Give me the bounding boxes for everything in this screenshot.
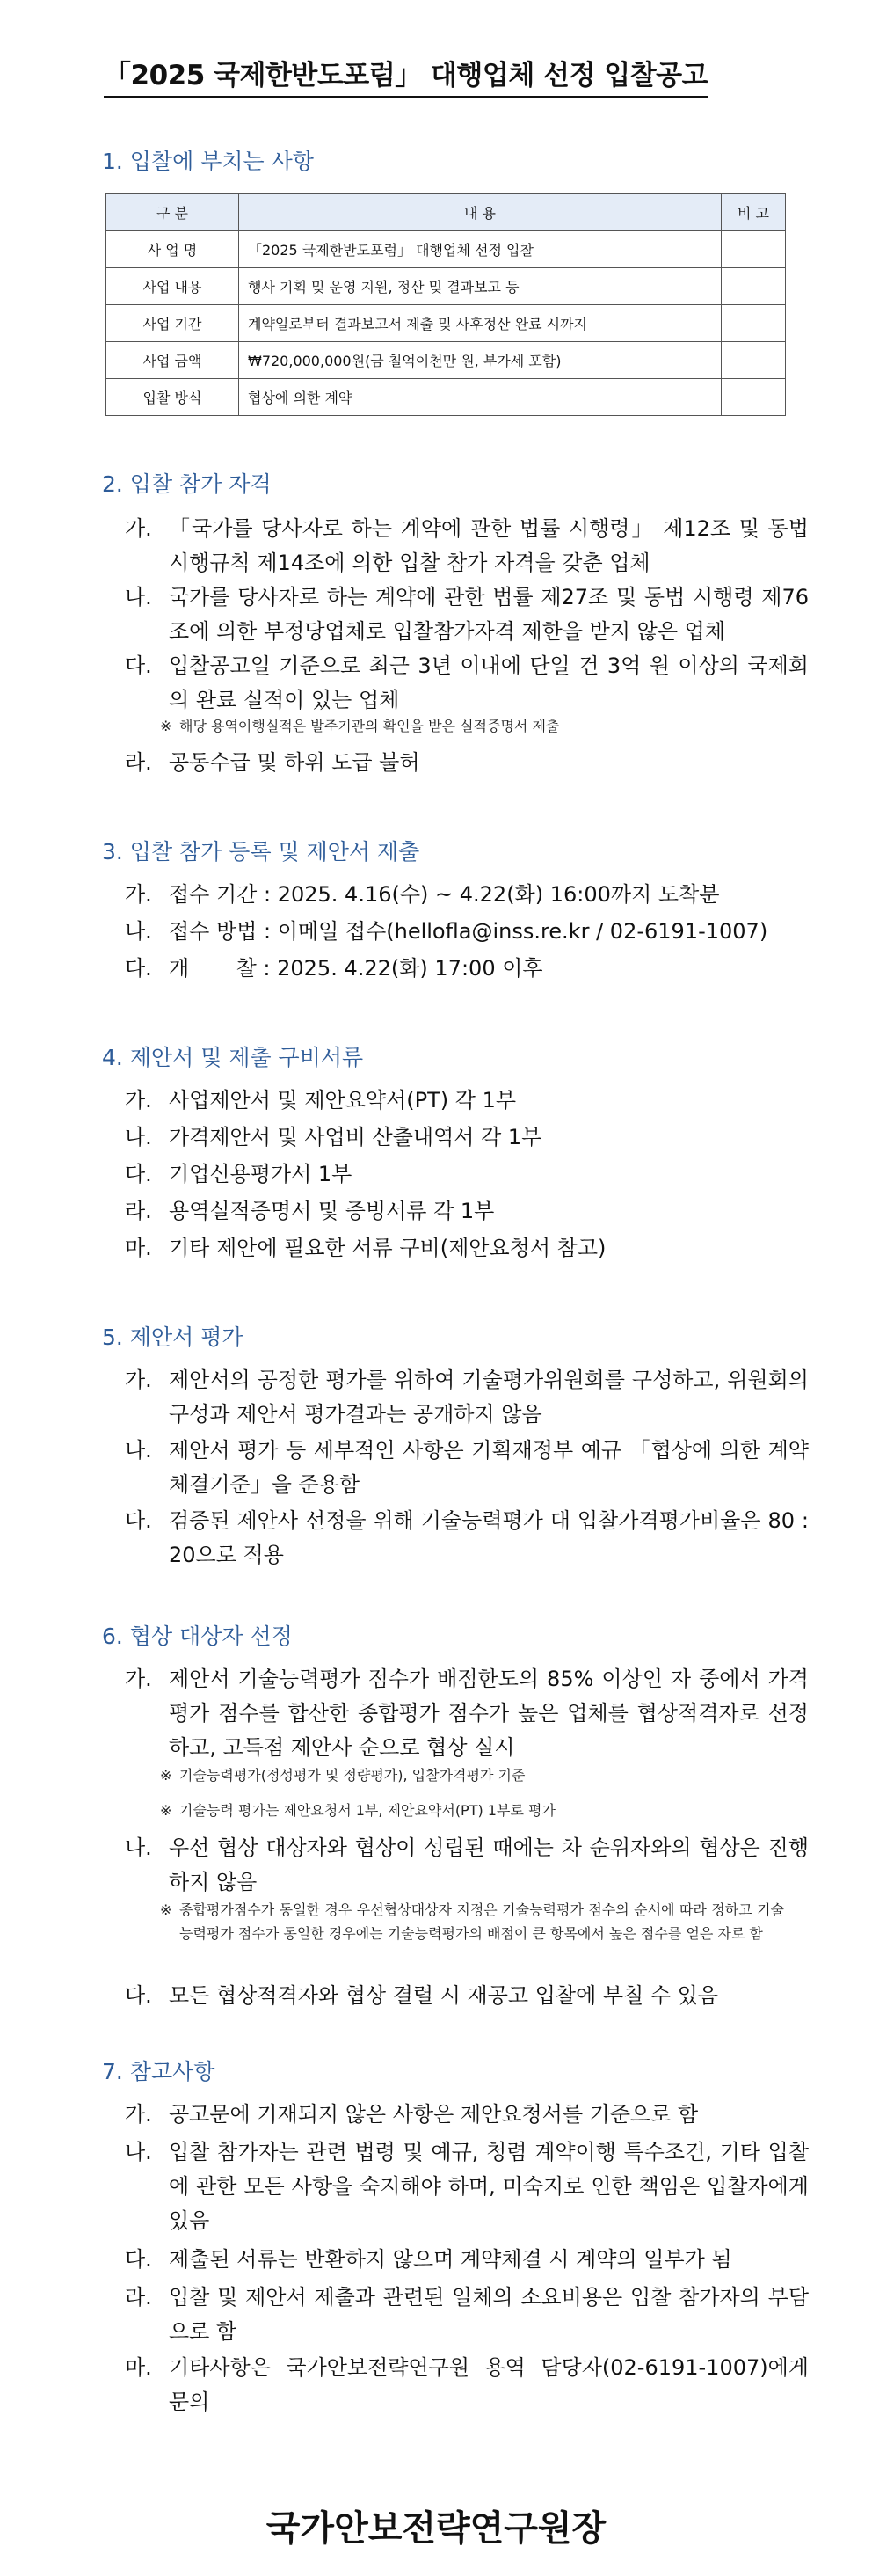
table-cell: 사업 내용	[106, 268, 239, 305]
table-row	[106, 231, 786, 268]
item-text: 개 찰 : 2025. 4.22(화) 17:00 이후	[169, 956, 543, 981]
section-heading-4: 4. 제안서 및 제출 구비서류	[102, 1045, 364, 1070]
section-heading-5: 5. 제안서 평가	[102, 1324, 243, 1350]
table-cell: 협상에 의한 계약	[239, 379, 722, 416]
item-text: 제안서의 공정한 평가를 위하여 기술평가위원회를 구성하고, 위원회의 구성과 제안서 평가결과는 공개하지 않음	[169, 1368, 809, 1427]
table-header-remarks: 비 고	[722, 194, 786, 231]
item-text: 접수 기간 : 2025. 4.16(수) ~ 4.22(화) 16:00까지 도착분	[169, 882, 720, 907]
item-text: 입찰 및 제안서 제출과 관련된 일체의 소요비용은 입찰 참가자의 부담으로 함	[169, 2285, 809, 2344]
item-text: 모든 협상적격자와 협상 결렬 시 재공고 입찰에 부칠 수 있음	[169, 1983, 719, 2008]
item-text: 기타 제안에 필요한 서류 구비(제안요청서 참고)	[169, 1236, 607, 1260]
item-marker: 가.	[125, 2102, 152, 2127]
item-text: 제안서 기술능력평가 점수가 배점한도의 85% 이상인 자 중에서 가격평가 점수를 합산한 종합평가 점수가 높은 업체를 협상적격자로 선정하고, 고득점 제안사 순으로 협상 실시	[169, 1667, 809, 1760]
table-cell	[722, 342, 786, 379]
item-text: 기업신용평가서 1부	[169, 1162, 352, 1186]
table-row	[106, 379, 786, 416]
section-heading-3: 3. 입찰 참가 등록 및 제안서 제출	[102, 839, 420, 865]
table-row	[106, 268, 786, 305]
note-text: 종합평가점수가 동일한 경우 우선협상대상자 지정은 기술능력평가 점수의 순서에 따라 정하고 기술능력평가 점수가 동일한 경우에는 기술능력평가의 배점이 큰 항목에서 높은 점수를 얻은 자로 함	[179, 1901, 784, 1942]
table-header-category: 구 분	[106, 194, 239, 231]
table-cell: 행사 기획 및 운영 지원, 정산 및 결과보고 등	[239, 268, 722, 305]
table-row	[106, 342, 786, 379]
section-heading-1: 1. 입찰에 부치는 사항	[102, 149, 314, 174]
item-marker: 나.	[125, 585, 152, 609]
item-marker: 다.	[125, 956, 152, 981]
item-text: 입찰공고일 기준으로 최근 3년 이내에 단일 건 3억 원 이상의 국제회의 완료 실적이 있는 업체	[169, 653, 809, 712]
item-text: 우선 협상 대상자와 협상이 성립된 때에는 차 순위자와의 협상은 진행하지 않음	[169, 1835, 809, 1894]
item-text: 접수 방법 : 이메일 접수(hellofla@inss.re.kr / 02-6191-1007)	[169, 919, 768, 944]
item-marker: 가.	[125, 516, 152, 541]
item-marker: 다.	[125, 2247, 152, 2272]
item-marker: 가.	[125, 882, 152, 907]
item-marker: 다.	[125, 1983, 152, 2008]
note-text: 기술능력 평가는 제안요청서 1부, 제안요약서(PT) 1부로 평가	[179, 1802, 556, 1819]
item-marker: 다.	[125, 1508, 152, 1533]
table-cell: ₩720,000,000원(금 칠억이천만 원, 부가세 포함)	[239, 342, 722, 379]
table-cell: 「2025 국제한반도포럼」 대행업체 선정 입찰	[239, 231, 722, 268]
item-text: 국가를 당사자로 하는 계약에 관한 법률 제27조 및 동법 시행령 제76조에 의한 부정당업체로 입찰참가자격 제한을 받지 않은 업체	[169, 585, 809, 644]
item-text: 「국가를 당사자로 하는 계약에 관한 법률 시행령」 제12조 및 동법 시행규칙 제14조에 의한 입찰 참가 자격을 갖춘 업체	[169, 516, 809, 575]
item-marker: 라.	[125, 2285, 152, 2310]
issuer-signature: 국가안보전략연구원장	[265, 2508, 607, 2549]
item-text: 검증된 제안사 선정을 위해 기술능력평가 대 입찰가격평가비율은 80 : 20으로 적용	[169, 1508, 809, 1567]
item-text: 기타사항은 국가안보전략연구원 용역 담당자(02-6191-1007)에게 문의	[169, 2355, 809, 2414]
section-heading-7: 7. 참고사항	[102, 2059, 215, 2084]
item-text: 제안서 평가 등 세부적인 사항은 기획재정부 예규 「협상에 의한 계약체결기준」을 준용함	[169, 1438, 809, 1497]
item-marker: 나.	[125, 2140, 152, 2164]
table-cell	[722, 268, 786, 305]
item-marker: 다.	[125, 1162, 152, 1186]
item-marker: 다.	[125, 653, 152, 678]
item-marker: 나.	[125, 1438, 152, 1463]
bid-info-table	[105, 193, 786, 416]
item-marker: 나.	[125, 1125, 152, 1149]
item-text: 사업제안서 및 제안요약서(PT) 각 1부	[169, 1088, 517, 1113]
item-marker: 가.	[125, 1368, 152, 1392]
item-text: 공고문에 기재되지 않은 사항은 제안요청서를 기준으로 함	[169, 2102, 699, 2127]
document-title: 「2025 국제한반도포럼」 대행업체 선정 입찰공고	[104, 58, 708, 98]
table-cell: 입찰 방식	[106, 379, 239, 416]
note-text: 해당 용역이행실적은 발주기관의 확인을 받은 실적증명서 제출	[179, 718, 560, 734]
item-marker: 라.	[125, 1199, 152, 1223]
item-marker: 가.	[125, 1088, 152, 1113]
table-cell	[722, 305, 786, 342]
item-text: 공동수급 및 하위 도급 불허	[169, 750, 420, 775]
section-heading-2: 2. 입찰 참가 자격	[102, 471, 272, 497]
item-text: 입찰 참가자는 관련 법령 및 예규, 청렴 계약이행 특수조건, 기타 입찰에 관한 모든 사항을 숙지해야 하며, 미숙지로 인한 책임은 입찰자에게 있음	[169, 2140, 809, 2233]
note-marker: ※	[160, 718, 172, 734]
item-marker: 나.	[125, 919, 152, 944]
table-cell: 사 업 명	[106, 231, 239, 268]
note-marker: ※	[160, 1901, 172, 1918]
table-cell: 계약일로부터 결과보고서 제출 및 사후정산 완료 시까지	[239, 305, 722, 342]
item-marker: 나.	[125, 1835, 152, 1860]
note-marker: ※	[160, 1802, 172, 1819]
item-marker: 마.	[125, 1236, 152, 1260]
table-cell: 사업 기간	[106, 305, 239, 342]
item-marker: 가.	[125, 1667, 152, 1691]
table-cell	[722, 231, 786, 268]
table-cell: 사업 금액	[106, 342, 239, 379]
note-marker: ※	[160, 1767, 172, 1784]
item-marker: 라.	[125, 750, 152, 775]
section-heading-6: 6. 협상 대상자 선정	[102, 1624, 293, 1649]
item-text: 가격제안서 및 사업비 산출내역서 각 1부	[169, 1125, 542, 1149]
item-marker: 마.	[125, 2355, 152, 2380]
table-header-row	[106, 194, 786, 231]
item-text: 제출된 서류는 반환하지 않으며 계약체결 시 계약의 일부가 됨	[169, 2247, 732, 2272]
item-text: 용역실적증명서 및 증빙서류 각 1부	[169, 1199, 495, 1223]
note-text: 기술능력평가(정성평가 및 정량평가), 입찰가격평가 기준	[179, 1767, 526, 1784]
table-cell	[722, 379, 786, 416]
table-row	[106, 305, 786, 342]
table-header-content: 내 용	[239, 194, 722, 231]
